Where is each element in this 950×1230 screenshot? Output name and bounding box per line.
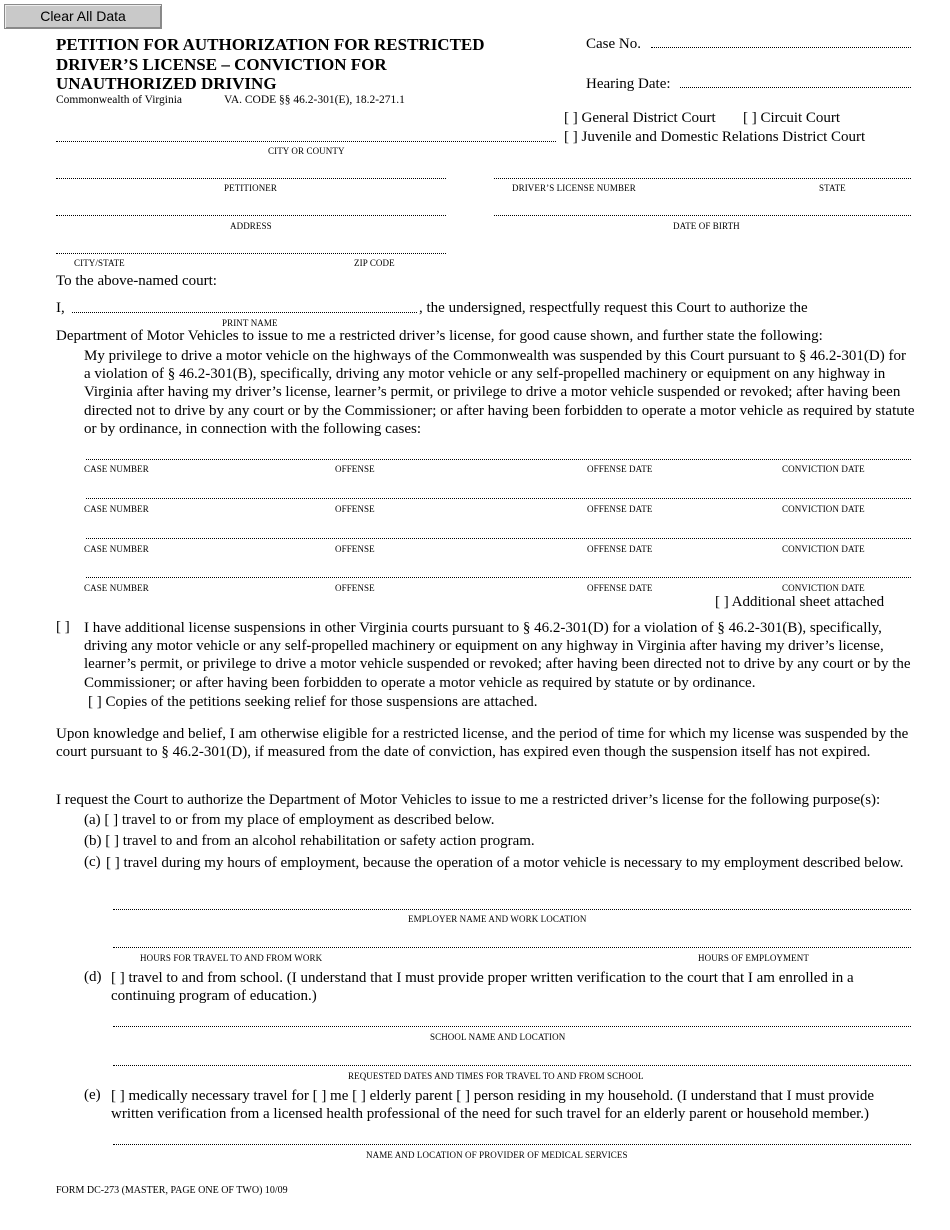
va-code-label: VA. CODE §§ 46.2-301(E), 18.2-271.1 <box>224 94 405 106</box>
title-line-1: PETITION FOR AUTHORIZATION FOR RESTRICTED <box>56 35 485 54</box>
city-state-label: CITY/STATE <box>74 258 125 268</box>
title-line-3: UNAUTHORIZED DRIVING <box>56 74 277 93</box>
address-field[interactable] <box>56 215 446 216</box>
dmv-text: Department of Motor Vehicles to issue to me a restricted driver’s license, for good cause shown, and further state the following: <box>56 328 823 344</box>
case-no-field[interactable] <box>651 47 911 48</box>
request-paragraph: I request the Court to authorize the Department of Motor Vehicles to issue to me a restricted driver’s license for the following purpose(s): <box>56 792 881 808</box>
case-no-label: Case No. <box>586 36 641 52</box>
additional-suspensions-paragraph: I have additional license suspensions in other Virginia courts pursuant to § 46.2-301(D) for a violation of § 46.2-301(B), specifically, driving any motor vehicle or any self-propelled machinery or equipment on any highway in Virginia after having my driver’s license, learner’s permit, or privilege to drive a motor vehicle suspended or revoked; after having been directed not to drive by any court or by the Commissioner; or after having been forbidden to operate a motor vehicle as required by statute or by ordinance. <box>84 620 911 691</box>
conviction-date-label: CONVICTION DATE <box>782 504 865 514</box>
offense-label: OFFENSE <box>335 464 375 474</box>
zip-code-label: ZIP CODE <box>354 258 395 268</box>
conviction-date-label: CONVICTION DATE <box>782 583 865 593</box>
privilege-paragraph: My privilege to drive a motor vehicle on the highways of the Commonwealth was suspended by this Court pursuant to § 46.2-301(D) for a violation of § 46.2-301(B), specifically, driving any motor vehicle or any self-propelled machinery or equipment on any highway in Virginia after having my driver’s license, learner’s permit, or privilege to drive a motor vehicle suspended or revoked; after having been directed not to drive by any court or by the Commissioner; or after having been forbidden to operate a motor vehicle as required by statute or by ordinance, in connection with the following cases: <box>84 348 915 437</box>
to-court-text: To the above-named court: <box>56 273 217 289</box>
purpose-e-prefix: (e) <box>84 1087 101 1103</box>
drivers-license-label: DRIVER’S LICENSE NUMBER <box>512 183 636 193</box>
form-footer: FORM DC-273 (MASTER, PAGE ONE OF TWO) 10/09 <box>56 1185 288 1196</box>
juvenile-court-checkbox[interactable]: [ ] Juvenile and Domestic Relations District Court <box>564 129 866 145</box>
offense-label: OFFENSE <box>335 504 375 514</box>
requested-dates-label: REQUESTED DATES AND TIMES FOR TRAVEL TO AND FROM SCHOOL <box>348 1071 644 1081</box>
copies-attached-checkbox[interactable]: [ ] Copies of the petitions seeking relief for those suspensions are attached. <box>88 694 538 710</box>
circuit-court-checkbox[interactable]: [ ] Circuit Court <box>743 110 841 126</box>
purpose-c-checkbox[interactable]: [ ] travel during my hours of employment, because the operation of a motor vehicle is necessary to my employment described below. <box>106 855 904 871</box>
city-or-county-label: CITY OR COUNTY <box>268 146 345 156</box>
hours-field[interactable] <box>113 947 911 948</box>
medical-provider-field[interactable] <box>113 1144 911 1145</box>
medical-provider-label: NAME AND LOCATION OF PROVIDER OF MEDICAL SERVICES <box>366 1150 628 1160</box>
offense-label: OFFENSE <box>335 583 375 593</box>
hours-travel-label: HOURS FOR TRAVEL TO AND FROM WORK <box>140 953 323 963</box>
print-name-field[interactable] <box>72 312 417 313</box>
date-of-birth-label: DATE OF BIRTH <box>673 221 740 231</box>
case-row-4-field[interactable] <box>86 577 911 578</box>
requested-dates-field[interactable] <box>113 1065 911 1066</box>
purpose-d-prefix: (d) <box>84 969 102 985</box>
state-label: STATE <box>819 183 846 193</box>
offense-label: OFFENSE <box>335 544 375 554</box>
hearing-date-label: Hearing Date: <box>586 76 671 92</box>
undersigned-text: , the undersigned, respectfully request this Court to authorize the <box>419 300 808 316</box>
conviction-date-label: CONVICTION DATE <box>782 544 865 554</box>
offense-date-label: OFFENSE DATE <box>587 544 653 554</box>
eligible-paragraph: Upon knowledge and belief, I am otherwise eligible for a restricted license, and the period of time for which my license was suspended by the court pursuant to § 46.2-301(D), if measured from the date of conviction, has expired even though the suspension itself has not expired. <box>56 726 909 761</box>
case-number-label: CASE NUMBER <box>84 544 149 554</box>
purpose-c-prefix: (c) <box>84 854 101 870</box>
offense-date-label: OFFENSE DATE <box>587 583 653 593</box>
case-row-1-field[interactable] <box>86 459 911 460</box>
city-or-county-field[interactable] <box>56 141 556 142</box>
purpose-e-checkbox[interactable]: [ ] medically necessary travel for [ ] me [ ] elderly parent [ ] person residing in my household. (I understand that I must provide written verification from a licensed health professional of the need for such travel for an elderly parent or household member.) <box>111 1088 875 1123</box>
case-row-2-field[interactable] <box>86 498 911 499</box>
hours-employment-label: HOURS OF EMPLOYMENT <box>698 953 809 963</box>
form-title <box>56 35 485 94</box>
petitioner-field[interactable] <box>56 178 446 179</box>
employer-field[interactable] <box>113 909 911 910</box>
title-line-2: DRIVER’S LICENSE – CONVICTION FOR <box>56 54 387 74</box>
offense-date-label: OFFENSE DATE <box>587 464 653 474</box>
hearing-date-field[interactable] <box>680 87 911 88</box>
petitioner-label: PETITIONER <box>224 183 277 193</box>
school-field[interactable] <box>113 1026 911 1027</box>
city-state-zip-field[interactable] <box>56 253 446 254</box>
additional-suspensions-checkbox[interactable]: [ ] <box>56 619 70 635</box>
offense-date-label: OFFENSE DATE <box>587 504 653 514</box>
case-number-label: CASE NUMBER <box>84 464 149 474</box>
case-number-label: CASE NUMBER <box>84 583 149 593</box>
case-number-label: CASE NUMBER <box>84 504 149 514</box>
general-district-court-checkbox[interactable]: [ ] General District Court <box>564 110 716 126</box>
address-label: ADDRESS <box>230 221 272 231</box>
school-label: SCHOOL NAME AND LOCATION <box>430 1032 566 1042</box>
clear-all-data-button[interactable]: Clear All Data <box>4 4 162 29</box>
commonwealth-label: Commonwealth of Virginia <box>56 94 183 106</box>
conviction-date-label: CONVICTION DATE <box>782 464 865 474</box>
date-of-birth-field[interactable] <box>494 215 911 216</box>
case-row-3-field[interactable] <box>86 538 911 539</box>
additional-sheet-checkbox[interactable]: [ ] Additional sheet attached <box>715 594 885 610</box>
purpose-b-checkbox[interactable]: (b) [ ] travel to and from an alcohol rehabilitation or safety action program. <box>84 833 535 849</box>
drivers-license-field[interactable] <box>494 178 911 179</box>
purpose-d-checkbox[interactable]: [ ] travel to and from school. (I understand that I must provide proper written verification to the court that I am enrolled in a continuing program of education.) <box>111 970 854 1005</box>
i-label: I, <box>56 300 65 316</box>
purpose-a-checkbox[interactable]: (a) [ ] travel to or from my place of employment as described below. <box>84 812 495 828</box>
print-name-label: PRINT NAME <box>222 318 278 328</box>
employer-label: EMPLOYER NAME AND WORK LOCATION <box>408 914 587 924</box>
